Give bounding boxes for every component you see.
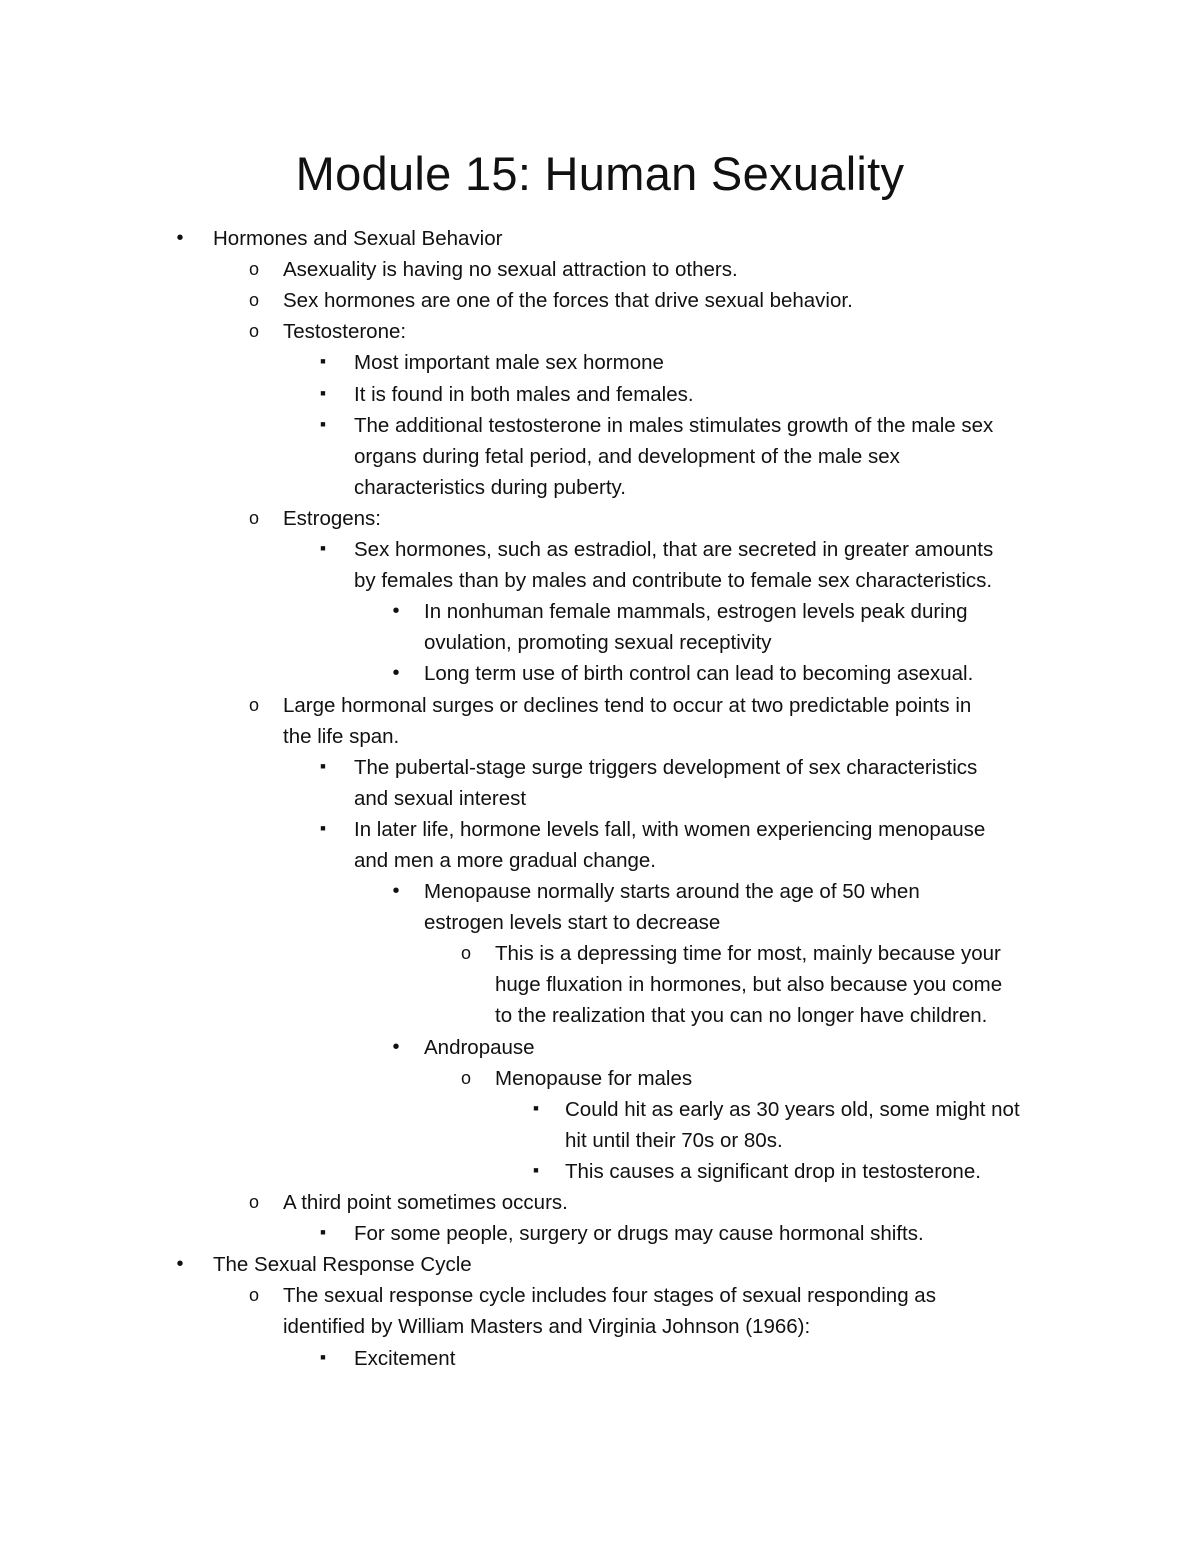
outline-item-text: Sex hormones, such as estradiol, that are secreted in greater amounts [354, 538, 994, 561]
outline-item [320, 410, 994, 503]
outline-item [248, 1187, 568, 1218]
square-bullet-icon: ■ [320, 356, 326, 367]
outline-item-text: The Sexual Response Cycle [213, 1253, 472, 1277]
outline-item-text: by females than by males and contribute to female sex characteristics. [354, 569, 993, 592]
outline-item-text: Most important male sex hormone [354, 351, 664, 375]
disc-bullet-icon: • [392, 1035, 400, 1058]
page-title: Module 15: Human Sexuality [295, 147, 905, 200]
square-bullet-icon: ■ [533, 1102, 539, 1113]
outline-item-text: In later life, hormone levels fall, with women experiencing menopause [354, 817, 986, 841]
outline-item [320, 347, 664, 378]
outline-item [533, 1094, 1020, 1156]
outline-item [320, 752, 978, 814]
outline-item-text: to the realization that you can no longer have children. [495, 1004, 988, 1028]
outline-item-text: Estrogens: [283, 506, 381, 530]
outline-item-text: hit until their 70s or 80s. [565, 1128, 783, 1152]
outline-item [460, 938, 1003, 1031]
outline-item-text: and men a more gradual change. [354, 848, 657, 872]
outline-item-text: A third point sometimes occurs. [283, 1191, 568, 1215]
outline-item-text: huge fluxation in hormones, but also because you come [495, 973, 1003, 997]
outline-item-text: Could hit as early as 30 years old, some might not [565, 1097, 1020, 1121]
outline-item-text: the life span. [283, 724, 400, 748]
outline-item-text: This is a depressing time for most, mainly because your [495, 942, 1001, 966]
square-bullet-icon: ■ [533, 1165, 539, 1175]
circle-bullet-icon: o [248, 507, 259, 528]
outline-item [248, 254, 738, 285]
disc-bullet-icon: • [392, 662, 400, 685]
disc-bullet-icon: • [176, 227, 184, 249]
outline-item-text: and sexual interest [354, 786, 527, 810]
square-bullet-icon: ■ [320, 418, 326, 429]
outline-item-text: ovulation, promoting sexual receptivity [424, 631, 772, 655]
outline-item-text: Menopause normally starts around the age of 50 when [424, 880, 920, 904]
outline-item-text: For some people, surgery or drugs may cause hormonal shifts. [354, 1222, 924, 1246]
outline-item [320, 534, 994, 596]
outline-item-text: estrogen levels start to decrease [424, 911, 721, 935]
circle-bullet-icon: o [248, 290, 259, 311]
square-bullet-icon: ■ [320, 1351, 326, 1362]
circle-bullet-icon: o [248, 1285, 259, 1306]
outline-item [320, 379, 694, 410]
outline-item-text: In nonhuman female mammals, estrogen levels peak during [424, 600, 968, 624]
square-bullet-icon: ■ [320, 387, 326, 398]
outline-item-text: Andropause [424, 1035, 535, 1059]
circle-bullet-icon: o [248, 694, 259, 715]
outline-item [533, 1156, 981, 1187]
outline-item [392, 658, 974, 689]
outline-item [248, 1280, 936, 1342]
outline-item-text: Testosterone: [283, 320, 407, 344]
disc-bullet-icon: • [176, 1253, 184, 1276]
outline-item-text: It is found in both males and females. [354, 382, 694, 406]
circle-bullet-icon: o [248, 259, 259, 280]
circle-bullet-icon: o [460, 943, 471, 964]
outline-item [320, 1218, 924, 1249]
outline-item [248, 285, 853, 316]
outline-item-text: Hormones and Sexual Behavior [213, 227, 503, 250]
outline-item-text: The pubertal-stage surge triggers development of sex characteristics [354, 755, 978, 779]
outline-item [392, 596, 968, 658]
outline-item-text: Asexuality is having no sexual attraction to others. [283, 258, 738, 282]
disc-bullet-icon: • [392, 880, 400, 903]
outline-item [320, 814, 986, 876]
outline-item-text: Large hormonal surges or declines tend to occur at two predictable points in [283, 693, 972, 717]
outline-item [248, 316, 407, 347]
circle-bullet-icon: o [248, 321, 259, 342]
outline-item [248, 690, 972, 752]
circle-bullet-icon: o [248, 1192, 259, 1213]
outline-item-text: characteristics during puberty. [354, 475, 626, 499]
outline-item-text: Sex hormones are one of the forces that drive sexual behavior. [283, 289, 853, 313]
outline-item-text: Long term use of birth control can lead to becoming asexual. [424, 662, 974, 686]
outline-item-text: organs during fetal period, and development of the male sex [354, 444, 900, 468]
outline-item [176, 223, 503, 254]
outline-item [320, 1343, 456, 1374]
outline-item [460, 1063, 693, 1094]
square-bullet-icon: ■ [320, 760, 326, 771]
outline-item [392, 1032, 535, 1063]
outline-item-text: This causes a significant drop in testosterone. [565, 1160, 981, 1183]
outline-item-text: identified by William Masters and Virginia Johnson (1966): [283, 1315, 811, 1339]
outline-item [176, 1249, 472, 1280]
square-bullet-icon: ■ [320, 543, 326, 553]
outline-item [392, 876, 920, 938]
outline-item-text: The sexual response cycle includes four stages of sexual responding as [283, 1284, 936, 1308]
outline-item [248, 503, 381, 534]
circle-bullet-icon: o [460, 1067, 471, 1088]
square-bullet-icon: ■ [320, 1227, 326, 1238]
outline-item-text: Excitement [354, 1346, 456, 1370]
square-bullet-icon: ■ [320, 822, 326, 833]
disc-bullet-icon: • [392, 600, 400, 623]
outline-item-text: Menopause for males [495, 1066, 693, 1090]
outline-item-text: The additional testosterone in males stimulates growth of the male sex [354, 413, 994, 437]
